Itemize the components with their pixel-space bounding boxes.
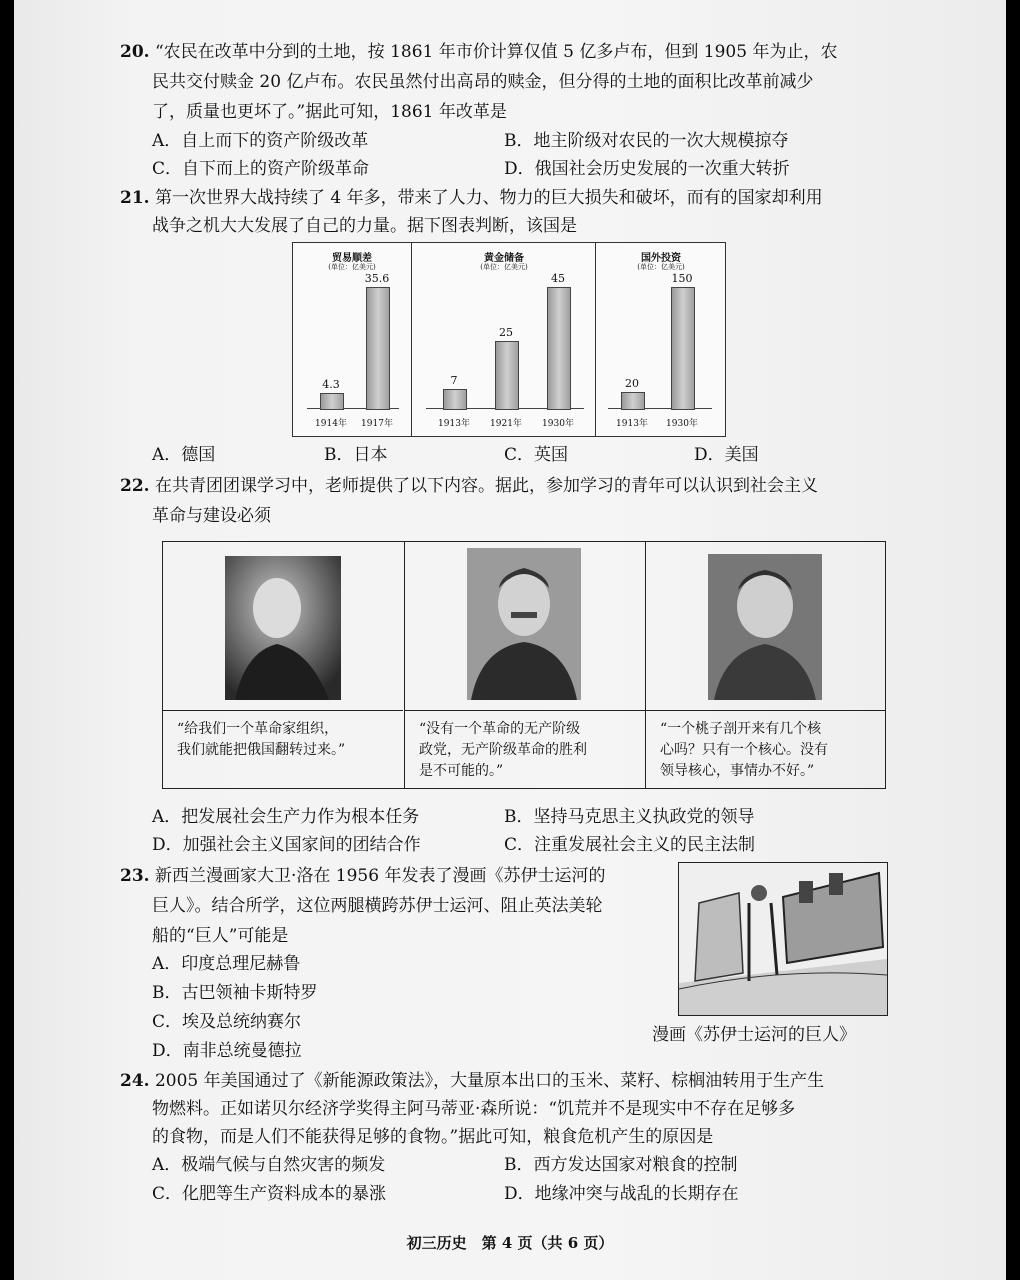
bar-charts-figure [292, 242, 726, 437]
bar-value-label: 45 [551, 272, 565, 285]
option-d[interactable]: D．加强社会主义国家间的团结合作 [152, 835, 421, 855]
question-text-line: 2005 年美国通过了《新能源政策法》，大量原本出口的玉米、菜籽、棕榈油转用于生产生 [154, 1071, 825, 1091]
x-tick-label: 1913年 [438, 419, 470, 429]
x-tick-label: 1930年 [666, 419, 698, 429]
option-c[interactable]: C．埃及总统纳赛尔 [152, 1012, 302, 1032]
bar-value-label: 150 [671, 272, 693, 285]
question-text-line: 船的“巨人”可能是 [152, 926, 289, 946]
option-b[interactable]: B．西方发达国家对粮食的控制 [504, 1155, 738, 1175]
question-number: 22. [120, 476, 150, 496]
x-tick-label: 1917年 [361, 419, 393, 429]
portrait-table [162, 541, 886, 789]
option-c[interactable]: C．注重发展社会主义的民主法制 [504, 835, 756, 855]
option-b[interactable]: B．古巴领袖卡斯特罗 [152, 983, 318, 1003]
quote-line: 我们就能把俄国翻转过来。” [177, 742, 346, 758]
bar-value-label: 20 [625, 376, 639, 390]
question-text-line: “农民在改革中分到的土地，按 1861 年市价计算仅值 5 亿多卢布，但到 1905 年为止，农 [154, 42, 838, 62]
question-24 [120, 1066, 824, 1096]
option-a[interactable]: A．自上而下的资产阶级改革 [152, 131, 369, 151]
question-text-line: 在共青团团课学习中，老师提供了以下内容。据此，参加学习的青年可以认识到社会主义 [154, 476, 818, 496]
option-b[interactable]: B．坚持马克思主义执政党的领导 [504, 807, 755, 827]
portrait-mao-photo [708, 554, 822, 700]
bar [320, 393, 344, 410]
chart-foreign-investment [595, 243, 726, 436]
question-text-line: 战争之机大大发展了自己的力量。据下图表判断，该国是 [152, 216, 577, 236]
bar [621, 392, 645, 410]
chart-unit: (单位：亿美元) [637, 263, 685, 271]
question-text-line: 了，质量也更坏了。”据此可知，1861 年改革是 [152, 102, 507, 122]
portrait-cell-mao [645, 542, 886, 788]
bar-value-label: 25 [499, 325, 513, 339]
bar-value-label: 4.3 [322, 378, 340, 392]
option-d[interactable]: D．南非总统曼德拉 [152, 1041, 302, 1061]
question-text-line: 的食物，而是人们不能获得足够的食物。”据此可知，粮食危机产生的原因是 [152, 1127, 714, 1147]
question-text-line: 革命与建设必须 [152, 506, 271, 526]
question-number: 24. [120, 1071, 150, 1091]
x-tick-label: 1914年 [315, 419, 347, 429]
question-22 [120, 471, 818, 501]
chart-title: 黄金储备 [484, 253, 524, 264]
bar [547, 287, 571, 410]
portrait-cell-stalin [404, 542, 645, 788]
option-c[interactable]: C．自下而上的资产阶级革命 [152, 159, 370, 179]
suez-cartoon-image [678, 862, 888, 1016]
question-23 [120, 861, 605, 891]
bar [366, 287, 390, 410]
cartoon-caption: 漫画《苏伊士运河的巨人》 [652, 1025, 856, 1045]
question-text-line: 巨人》。结合所学，这位两腿横跨苏伊士运河、阻止英法美轮 [152, 896, 603, 916]
option-c[interactable]: C．化肥等生产资料成本的暴涨 [152, 1184, 387, 1204]
quote-line: “一个桃子剖开来有几个核 [660, 721, 822, 737]
question-20 [120, 37, 837, 67]
quote-line: 领导核心，事情办不好。” [660, 763, 815, 779]
question-text-line: 第一次世界大战持续了 4 年多，带来了人力、物力的巨大损失和破坏，而有的国家却利用 [154, 188, 823, 208]
chart-gold-reserve [411, 243, 596, 436]
option-a[interactable]: A．印度总理尼赫鲁 [152, 954, 301, 974]
quote-stalin [405, 710, 645, 788]
option-c[interactable]: C．英国 [504, 445, 569, 465]
quote-line: 是不可能的。” [419, 763, 504, 779]
quote-line: 心吗？只有一个核心。没有 [660, 742, 828, 758]
chart-unit: (单位：亿美元) [328, 263, 376, 271]
question-text-line: 新西兰漫画家大卫·洛在 1956 年发表了漫画《苏伊士运河的 [154, 866, 606, 886]
question-text-line: 物燃料。正如诺贝尔经济学奖得主阿马蒂亚·森所说：“饥荒并不是现实中不存在足够多 [152, 1099, 796, 1119]
question-number: 20. [120, 42, 150, 62]
option-b[interactable]: B．地主阶级对农民的一次大规模掠夺 [504, 131, 789, 151]
chart-title: 国外投资 [641, 253, 681, 264]
chart-trade-surplus [293, 243, 411, 436]
chart-unit: (单位：亿美元) [480, 263, 528, 271]
option-d[interactable]: D．地缘冲突与战乱的长期存在 [504, 1184, 739, 1204]
portrait-stalin-photo [467, 548, 581, 700]
question-21 [120, 183, 823, 213]
page-footer: 初三历史 第 4 页（共 6 页） [406, 1234, 614, 1252]
quote-mao [646, 710, 886, 788]
quote-line: 政党，无产阶级革命的胜利 [419, 742, 587, 758]
x-tick-label: 1930年 [542, 419, 574, 429]
question-text-line: 民共交付赎金 20 亿卢布。农民虽然付出高昂的赎金，但分得的土地的面积比改革前减少 [152, 72, 814, 92]
bar [495, 341, 519, 410]
x-tick-label: 1913年 [616, 419, 648, 429]
bar-value-label: 7 [450, 374, 458, 388]
portrait-lenin-photo [225, 556, 341, 700]
exam-page [14, 0, 1006, 1280]
option-d[interactable]: D．俄国社会历史发展的一次重大转折 [504, 159, 790, 179]
option-d[interactable]: D．美国 [694, 445, 759, 465]
option-b[interactable]: B．日本 [324, 445, 388, 465]
question-number: 21. [120, 188, 150, 208]
bar [671, 287, 695, 410]
bar [443, 389, 467, 410]
quote-line: “给我们一个革命家组织， [177, 721, 339, 737]
option-a[interactable]: A．德国 [152, 445, 216, 465]
option-a[interactable]: A．把发展社会生产力作为根本任务 [152, 807, 420, 827]
question-number: 23. [120, 866, 150, 886]
option-a[interactable]: A．极端气候与自然灾害的频发 [152, 1155, 386, 1175]
x-tick-label: 1921年 [490, 419, 522, 429]
portrait-cell-lenin [163, 542, 403, 788]
quote-lenin [163, 710, 403, 788]
bar-value-label: 35.6 [364, 272, 390, 285]
quote-line: “没有一个革命的无产阶级 [419, 721, 581, 737]
chart-title: 贸易顺差 [332, 253, 372, 264]
